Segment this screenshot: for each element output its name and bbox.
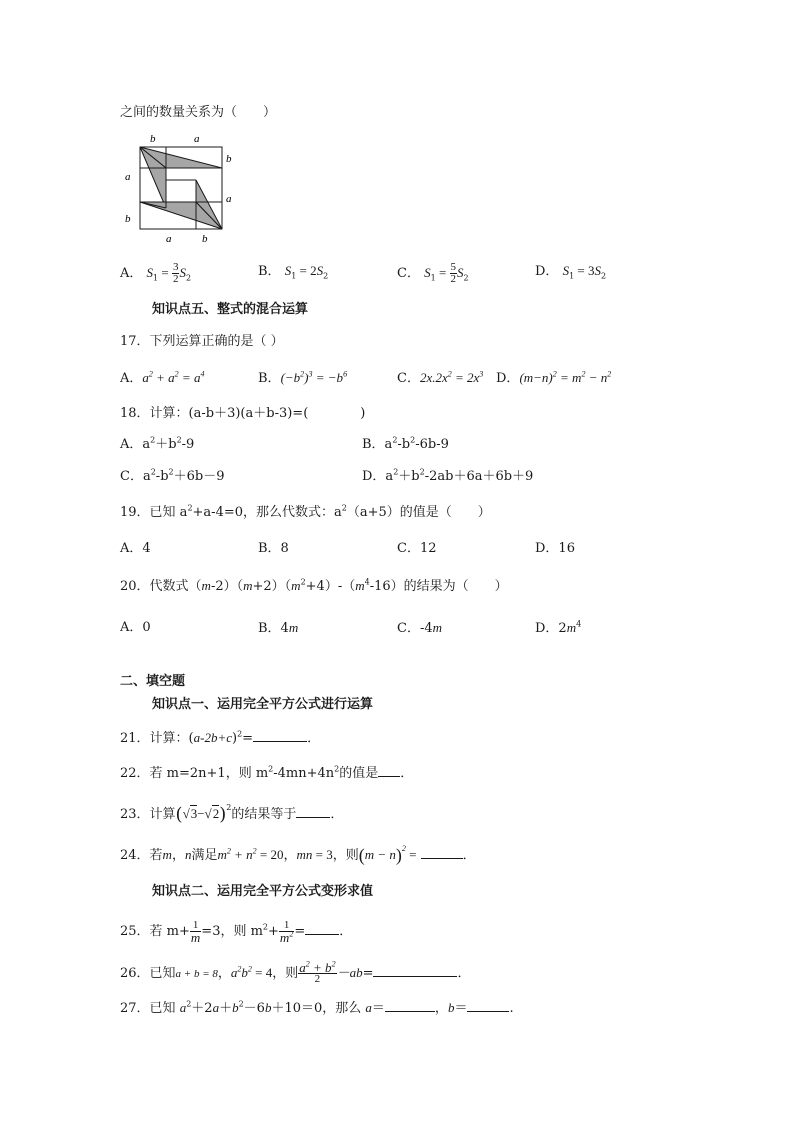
stem-text: ＝ bbox=[454, 1001, 468, 1016]
stem-text: ． bbox=[462, 848, 476, 863]
math-var: mn bbox=[296, 847, 313, 862]
math-var: m bbox=[355, 578, 365, 593]
q18-option-c[interactable] bbox=[120, 468, 224, 486]
stem-text: 25．若 m+ bbox=[120, 924, 190, 939]
option-text: D．a bbox=[362, 469, 394, 484]
subscript: 2 bbox=[463, 273, 469, 283]
math-s: S bbox=[562, 263, 570, 278]
part-heading-fill-in: 二、填空题 bbox=[120, 674, 186, 689]
option-text: -b bbox=[397, 437, 411, 452]
q16-option-d[interactable] bbox=[535, 262, 606, 281]
stem-text: ， bbox=[434, 1001, 448, 1016]
math-s: S bbox=[316, 263, 324, 278]
math-expr: $a^2 + a^2 = a^4$ bbox=[142, 369, 205, 385]
q17-option-d[interactable] bbox=[496, 369, 611, 388]
option-text: ＋b bbox=[398, 469, 420, 484]
answer-blank-b[interactable] bbox=[467, 999, 509, 1012]
subscript: 1 bbox=[291, 271, 297, 281]
option-text: B．4 bbox=[258, 621, 289, 636]
stem-text: （a+5）的值是（ ） bbox=[346, 505, 491, 520]
answer-blank[interactable] bbox=[305, 922, 339, 935]
question-19-stem bbox=[120, 504, 491, 522]
math-var: a bbox=[365, 1000, 372, 1015]
stem-text: ， bbox=[171, 848, 185, 863]
stem-text: 19．已知 a bbox=[120, 505, 188, 520]
superscript: 2 bbox=[150, 467, 156, 477]
stem-text: 满足 bbox=[191, 848, 218, 863]
option-text: ＋6b－9 bbox=[173, 469, 225, 484]
stem-text: 23．计算 bbox=[120, 807, 176, 822]
label-bottom-a: a bbox=[166, 233, 172, 245]
stem-text: ，则 bbox=[272, 966, 299, 981]
subscript: 2 bbox=[323, 271, 329, 281]
q16-option-c[interactable] bbox=[397, 262, 469, 285]
label-top-b: b bbox=[150, 133, 156, 145]
math-expr: a + b = 8 bbox=[175, 968, 218, 980]
numerator: 1 bbox=[279, 920, 294, 932]
section-heading-1: 知识点一、运用完全平方公式进行运算 bbox=[152, 697, 374, 712]
superscript: 2 bbox=[300, 577, 306, 587]
option-letter: D． bbox=[496, 371, 520, 386]
numerator: 5 bbox=[450, 261, 457, 273]
subscript: 1 bbox=[430, 273, 436, 283]
math-var: m bbox=[201, 578, 211, 593]
subscript: 1 bbox=[153, 273, 159, 283]
math-eq: = bbox=[435, 265, 450, 280]
q20-option-a[interactable]: A．0 bbox=[120, 620, 151, 635]
math-var: b bbox=[232, 1000, 239, 1015]
option-text: ＋b bbox=[155, 437, 177, 452]
numerator: 1 bbox=[190, 920, 201, 932]
question-22 bbox=[120, 764, 413, 783]
option-text: D．2 bbox=[535, 621, 567, 636]
question-21 bbox=[120, 729, 320, 748]
math-eq: = bbox=[405, 847, 417, 862]
q20-option-b[interactable] bbox=[258, 619, 298, 638]
math-var: a bbox=[212, 1000, 220, 1015]
option-letter: B． bbox=[258, 371, 281, 386]
numerator: 3 bbox=[172, 261, 179, 273]
math-var: a bbox=[230, 965, 238, 980]
q16-option-b[interactable] bbox=[258, 262, 328, 281]
stem-text: -16）的结果为（ ） bbox=[369, 579, 508, 594]
q19-option-b[interactable]: B．8 bbox=[258, 541, 289, 556]
math-eq: = 20 bbox=[256, 847, 284, 862]
stem-text: = bbox=[242, 731, 254, 746]
option-text: C．-4 bbox=[397, 621, 433, 636]
stem-text: . bbox=[509, 1001, 514, 1016]
answer-blank[interactable] bbox=[296, 805, 330, 818]
stem-text: 26．已知 bbox=[120, 966, 176, 981]
stem-text: 21．计算：( bbox=[120, 731, 194, 746]
stem-text: = bbox=[294, 924, 306, 939]
stem-text: －6 bbox=[243, 1001, 265, 1016]
math-var: m bbox=[566, 620, 577, 635]
math-expr: －ab bbox=[336, 965, 363, 980]
fraction bbox=[298, 959, 336, 985]
math-var: m bbox=[243, 578, 253, 593]
math-var: m bbox=[162, 847, 172, 862]
option-text: C．a bbox=[120, 469, 151, 484]
answer-blank[interactable] bbox=[373, 964, 457, 977]
math-eq: = 3 bbox=[574, 263, 595, 278]
stem-text: ＋10＝0，那么 bbox=[271, 1001, 366, 1016]
math-var: m bbox=[279, 930, 290, 945]
stem-text: 27．已知 bbox=[120, 1001, 180, 1016]
q16-option-a[interactable] bbox=[120, 262, 191, 285]
stem-text: ． bbox=[457, 966, 471, 981]
section-heading-2: 知识点二、运用完全平方公式变形求值 bbox=[152, 884, 374, 899]
superscript: 4 bbox=[364, 577, 370, 587]
superscript: 2 bbox=[262, 922, 269, 932]
label-right-b: b bbox=[226, 153, 232, 165]
q19-option-a[interactable]: A．4 bbox=[120, 541, 151, 556]
superscript: 2 bbox=[392, 435, 398, 445]
option-letter: A． bbox=[120, 266, 143, 281]
superscript: 2 bbox=[341, 503, 347, 513]
option-text: A．a bbox=[120, 437, 151, 452]
math-eq: = 4 bbox=[251, 965, 273, 980]
superscript: 2 bbox=[226, 846, 231, 856]
superscript: 2 bbox=[393, 467, 399, 477]
stem-text: ＝ bbox=[371, 1001, 385, 1016]
superscript: 2 bbox=[176, 435, 182, 445]
math-expr: $(m - n)^2$ = bbox=[358, 844, 417, 865]
q18-option-b[interactable] bbox=[362, 436, 449, 454]
superscript: 2 bbox=[268, 764, 274, 774]
q20-option-c[interactable] bbox=[397, 619, 442, 638]
stem-text: +4）-（ bbox=[305, 579, 356, 594]
stem-text: ， bbox=[217, 966, 231, 981]
question-27 bbox=[120, 999, 514, 1018]
fraction bbox=[450, 262, 458, 285]
math-s: S bbox=[594, 263, 602, 278]
question-18-stem: 18．计算：(a-b＋3)(a＋b-3)=( ) bbox=[120, 406, 366, 421]
stem-text: ＋ bbox=[219, 1001, 233, 1016]
stem-text: 24．若 bbox=[120, 848, 163, 863]
option-text: -9 bbox=[181, 437, 195, 452]
stem-text: = bbox=[362, 966, 374, 981]
option-letter: B． bbox=[258, 264, 281, 279]
option-letter: D． bbox=[535, 264, 559, 279]
answer-blank-a[interactable] bbox=[385, 999, 435, 1012]
superscript: 2 bbox=[237, 729, 243, 739]
math-var: b bbox=[241, 965, 248, 980]
superscript: 2 bbox=[187, 503, 193, 513]
math-s: S bbox=[179, 265, 186, 280]
stem-text: ) bbox=[232, 731, 238, 746]
stem-text: ． bbox=[307, 731, 321, 746]
subscript: 1 bbox=[569, 271, 575, 281]
math-var: m bbox=[288, 620, 299, 635]
math-expr: $(m-n)^2 = m^2 - n^2$ bbox=[519, 369, 612, 385]
answer-blank[interactable] bbox=[421, 846, 463, 859]
stem-text: +2）（ bbox=[252, 579, 292, 594]
q20-option-d[interactable] bbox=[535, 619, 581, 638]
option-letter: A． bbox=[120, 371, 143, 386]
q18-option-d[interactable] bbox=[362, 468, 533, 486]
superscript: 2 bbox=[247, 964, 252, 974]
math-eq: = bbox=[158, 265, 172, 280]
stem-text: ． bbox=[339, 924, 353, 939]
superscript: 4 bbox=[576, 619, 582, 629]
label-bottom-b: b bbox=[202, 233, 208, 245]
math-s: S bbox=[284, 263, 292, 278]
math-var: b bbox=[264, 1000, 272, 1015]
radicand: 3 bbox=[190, 806, 198, 821]
math-expr: $m^2 + n^2 = 20$ bbox=[217, 846, 284, 862]
q18-option-a[interactable] bbox=[120, 436, 194, 454]
stem-text: + bbox=[268, 924, 279, 939]
option-letter: C． bbox=[397, 371, 420, 386]
square-figure bbox=[120, 130, 238, 246]
question-23 bbox=[120, 805, 343, 824]
math-var: m bbox=[432, 620, 443, 635]
subscript: 2 bbox=[601, 271, 607, 281]
label-top-a: a bbox=[194, 133, 200, 145]
q19-option-d[interactable]: D．16 bbox=[535, 541, 575, 556]
radicand: 2 bbox=[212, 806, 220, 821]
superscript: 2 bbox=[401, 844, 406, 853]
math-eq: = 2 bbox=[296, 263, 317, 278]
q19-option-c[interactable]: C．12 bbox=[397, 541, 437, 556]
label-left-a: a bbox=[125, 171, 131, 183]
math-s: S bbox=[457, 265, 464, 280]
stem-text: ， bbox=[283, 848, 297, 863]
stem-text: 22．若 m=2n+1，则 m bbox=[120, 766, 269, 781]
question-16-stem: 之间的数量关系为（ ） bbox=[120, 105, 277, 120]
fraction bbox=[190, 920, 201, 943]
math-paren: ( bbox=[175, 804, 183, 825]
math-expr: √3−√2 bbox=[182, 806, 220, 821]
q17-option-b[interactable] bbox=[258, 369, 347, 388]
superscript: 2 bbox=[186, 999, 192, 1009]
stem-text: -4mn+4n bbox=[273, 766, 335, 781]
superscript: 2 bbox=[410, 435, 416, 445]
math-s: S bbox=[424, 265, 431, 280]
math-var: m bbox=[291, 578, 301, 593]
option-text: B．a bbox=[362, 437, 393, 452]
answer-blank[interactable] bbox=[253, 729, 307, 742]
math-var: b bbox=[447, 1000, 455, 1015]
superscript: 2 bbox=[226, 803, 232, 812]
question-17-stem: 17．下列运算正确的是（ ） bbox=[120, 334, 284, 349]
denominator: 2 bbox=[450, 273, 457, 285]
stem-text: ，则 bbox=[332, 848, 359, 863]
denominator: 2 bbox=[314, 973, 321, 985]
denominator bbox=[279, 929, 294, 945]
math-expr: $(-b^2)^3 = -b^6$ bbox=[280, 369, 348, 385]
math-expr: a-2b+c bbox=[193, 730, 232, 745]
denominator: m bbox=[190, 930, 201, 945]
label-right-a: a bbox=[226, 193, 232, 205]
q17-option-c[interactable] bbox=[397, 369, 483, 388]
math-var: a bbox=[179, 1000, 187, 1015]
denominator: 2 bbox=[172, 273, 179, 285]
math-expr bbox=[231, 965, 272, 980]
q17-option-a[interactable] bbox=[120, 369, 204, 388]
stem-text: =3，则 m bbox=[201, 924, 263, 939]
stem-text: ． bbox=[400, 766, 414, 781]
superscript: 2 bbox=[150, 435, 156, 445]
question-24 bbox=[120, 846, 476, 865]
math-var: n bbox=[246, 847, 253, 862]
math-s: S bbox=[146, 265, 154, 280]
math-paren: ) bbox=[219, 804, 227, 825]
stem-text: 的值是 bbox=[339, 766, 379, 781]
stem-text: -2）（ bbox=[210, 579, 244, 594]
math-expr: $2x.2x^2 = 2x^3$ bbox=[419, 369, 484, 385]
answer-blank[interactable] bbox=[378, 764, 400, 777]
option-letter: C． bbox=[397, 266, 420, 281]
stem-text: 的结果等于 bbox=[231, 807, 297, 822]
stem-text: 20．代数式（ bbox=[120, 579, 202, 594]
subscript: 2 bbox=[185, 273, 192, 283]
superscript: 2 bbox=[419, 467, 425, 477]
figure-shapes bbox=[140, 147, 222, 229]
option-text: -b bbox=[155, 469, 169, 484]
option-text: -6b-9 bbox=[415, 437, 449, 452]
stem-text: ． bbox=[330, 807, 344, 822]
superscript: 2 bbox=[334, 764, 340, 774]
superscript: 2 bbox=[252, 846, 257, 856]
label-left-b: b bbox=[125, 213, 131, 225]
superscript: 2 bbox=[238, 999, 244, 1009]
numerator: $a^2 + b^2$ bbox=[299, 959, 336, 975]
math-var: n bbox=[184, 847, 192, 862]
stem-text: +a-4=0，那么代数式：a bbox=[192, 505, 342, 520]
question-20-stem bbox=[120, 577, 508, 596]
superscript: 2 bbox=[289, 929, 294, 939]
section-heading-5: 知识点五、整式的混合运算 bbox=[152, 302, 309, 317]
math-eq: = 3 bbox=[312, 847, 333, 862]
question-25 bbox=[120, 920, 352, 943]
superscript: 2 bbox=[237, 964, 242, 974]
superscript: 2 bbox=[168, 467, 174, 477]
stem-text: ＋2 bbox=[191, 1001, 213, 1016]
math-var: m bbox=[217, 847, 227, 862]
question-26 bbox=[120, 959, 471, 985]
option-text: -2ab＋6a＋6b＋9 bbox=[424, 469, 534, 484]
fraction bbox=[279, 920, 294, 943]
